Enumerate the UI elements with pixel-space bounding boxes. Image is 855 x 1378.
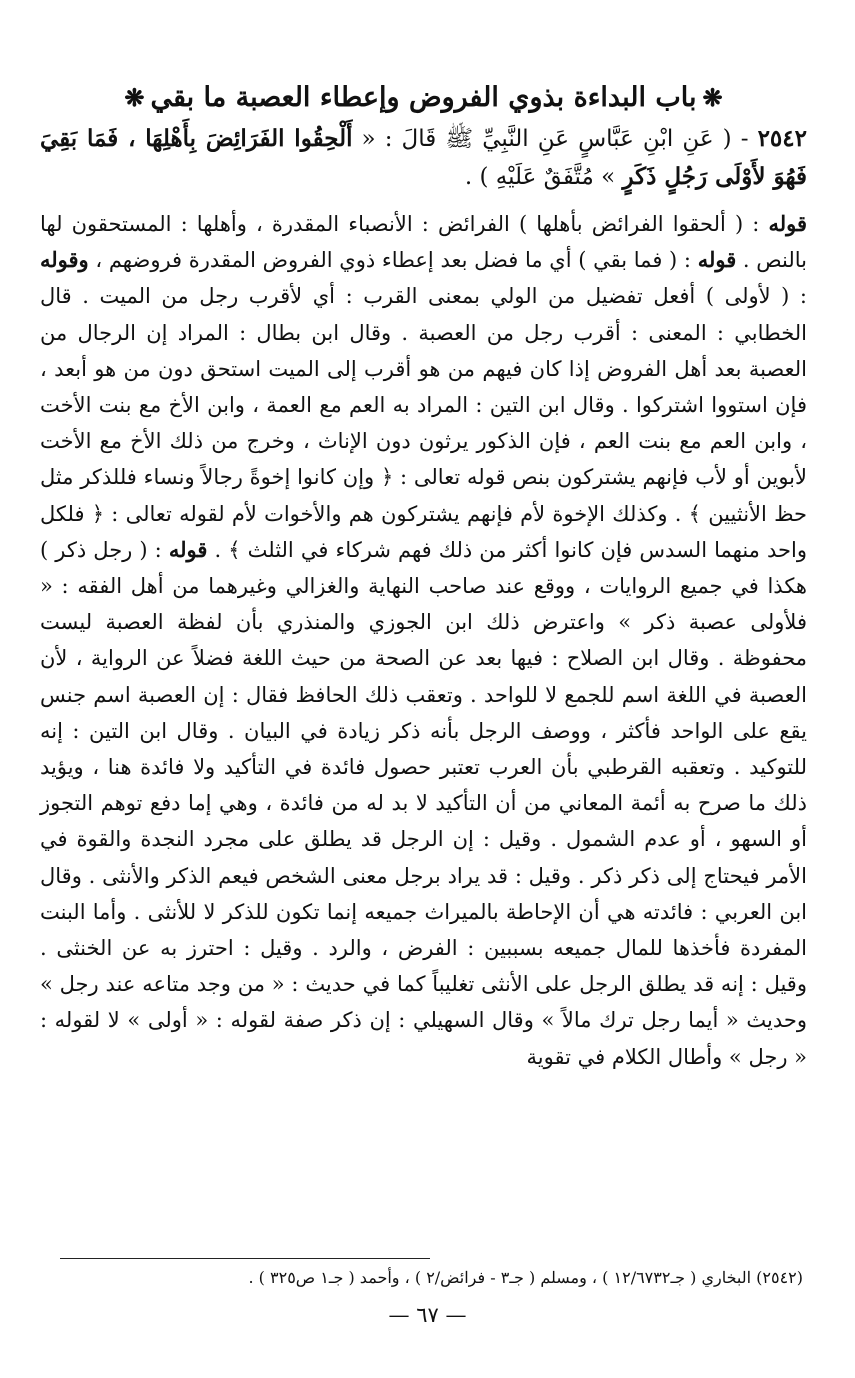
commentary-keyword: قوله (697, 247, 737, 273)
commentary-segment: : ( رجل ذكر ) هكذا في جميع الروايات ، ووقع عند صاحب النهاية والغزالي وغيرهما من أهل الفقه : « فلأولى عصبة ذكر » واعترض ذلك ابن الجوزي والمنذري بأن لفظة العصبة ليست محفوظة . وقال ابن الصلاح : فيها بعد عن الصحة من حيث اللغة فضلاً عن الرواية ، لأن العصبة في اللغة اسم للجمع لا للواحد . وتعقب ذلك الحافظ فقال : إن العصبة اسم جنس يقع على الواحد فأكثر ، ووصف الرجل بأنه ذكر زيادة في البيان . وقال ابن التين : إنه للتوكيد . وتعقبه القرطبي بأن العرب تعتبر حصول فائدة في التأكيد ولا فائدة هنا ، ويؤيد ذلك ما صرح به أئمة المعاني من أن التأكيد لا بد له من فائدة ، وهي إما دفع توهم التجوز أو السهو ، أو عدم الشمول . وقيل : إن الرجل قد يطلق على مجرد النجدة والقوة في الأمر فيحتاج إلى ذكر ذكر . وقيل : قد يراد برجل معنى الشخص فيعم الذكر والأنثى . وقال ابن العربي : فائدته هي أن الإحاطة بالميراث جميعه إنما تكون للذكر لا للأنثى . وأما البنت المفردة فأخذها للمال جميعه بسببين : الفرض ، والرد . وقيل : احترز به عن الخنثى . وقيل : إنه قد يطلق الرجل على الأنثى تغليباً كما في حديث : « من وجد متاعه عند رجل » وحديث « أيما رجل ترك مالاً » وقال السهيلي : إن ذكر صفة لقوله : « أولى » لا لقوله : « رجل » وأطال الكلام في تقوية (40, 537, 807, 1069)
commentary-keyword: وقوله (40, 247, 89, 273)
commentary-body (40, 206, 807, 1075)
chapter-title (40, 78, 807, 118)
page-number: — ٦٧ — (388, 1303, 467, 1327)
commentary-segment: : ( لأولى ) أفعل تفضيل من الولي بمعنى القرب : أي لأقرب رجل من الميت . قال الخطابي : المعنى : أقرب رجل من العصبة . وقال ابن بطال : المراد إن الرجال من العصبة بعد أهل الفروض إذا كان فيهم من هو أقرب إلى الميت استحق دون من هو أبعد ، فإن استووا اشتركوا . وقال ابن التين : المراد به العم مع العمة ، وابن الأخ مع بنت الأخت ، وابن العم مع بنت العم ، فإن الذكور يرثون دون الإناث ، وخرج من ذلك الأخ مع الأخت لأبوين أو لأب فإنهم يشتركون بنص قوله تعالى : ﴿ وإن كانوا إخوةً رجالاً ونساء فللذكر مثل حظ الأنثيين ﴾ . وكذلك الإخوة لأم فإنهم يشتركون هم والأخوات لأم لقوله تعالى : ﴿ فلكل واحد منهما السدس فإن كانوا أكثر من ذلك فهم شركاء في الثلث ﴾ . (40, 284, 807, 562)
footnote-divider (60, 1258, 430, 1259)
chapter-title-text: باب البداءة بذوي الفروض وإعطاء العصبة ما بقي (150, 82, 697, 113)
hadith-number: ٢٥٤٢ (757, 125, 807, 152)
hadith-matn: أَلْحِقُوا الفَرَائِضَ بِأَهْلِهَا ، فَمَا بَقِيَ فَهُوَ لأَوْلَى رَجُلٍ ذَكَرٍ (40, 125, 807, 190)
hadith-tail: » مُتَّفَقٌ عَلَيْهِ ) . (464, 164, 623, 190)
hadith-lead: - ( عَنِ ابْنِ عَبَّاسٍ عَنِ النَّبِيِّ ﷺ قَالَ : « (352, 126, 758, 152)
commentary-segment: : ( ألحقوا الفرائض بأهلها ) الفرائض : الأنصباء المقدرة ، وأهلها : المستحقون لها بالنص . (40, 212, 807, 273)
commentary-segment: : ( فما بقي ) أي ما فضل بعد إعطاء ذوي الفروض المقدرة فروضهم ، (88, 248, 698, 273)
footnote: (٢٥٤٢) البخاري ( جـ١٢/٦٧٣٢ ) ، ومسلم ( جـ٣ - فرائض/٢ ) ، وأحمد ( جـ١ ص٣٢٥ ) . (248, 1268, 803, 1287)
star-ornament-icon: ❋ (124, 83, 145, 112)
commentary-keyword: قوله (168, 536, 208, 562)
commentary-keyword: قوله (768, 211, 807, 236)
hadith-text (40, 120, 807, 196)
star-ornament-icon: ❋ (702, 83, 723, 112)
